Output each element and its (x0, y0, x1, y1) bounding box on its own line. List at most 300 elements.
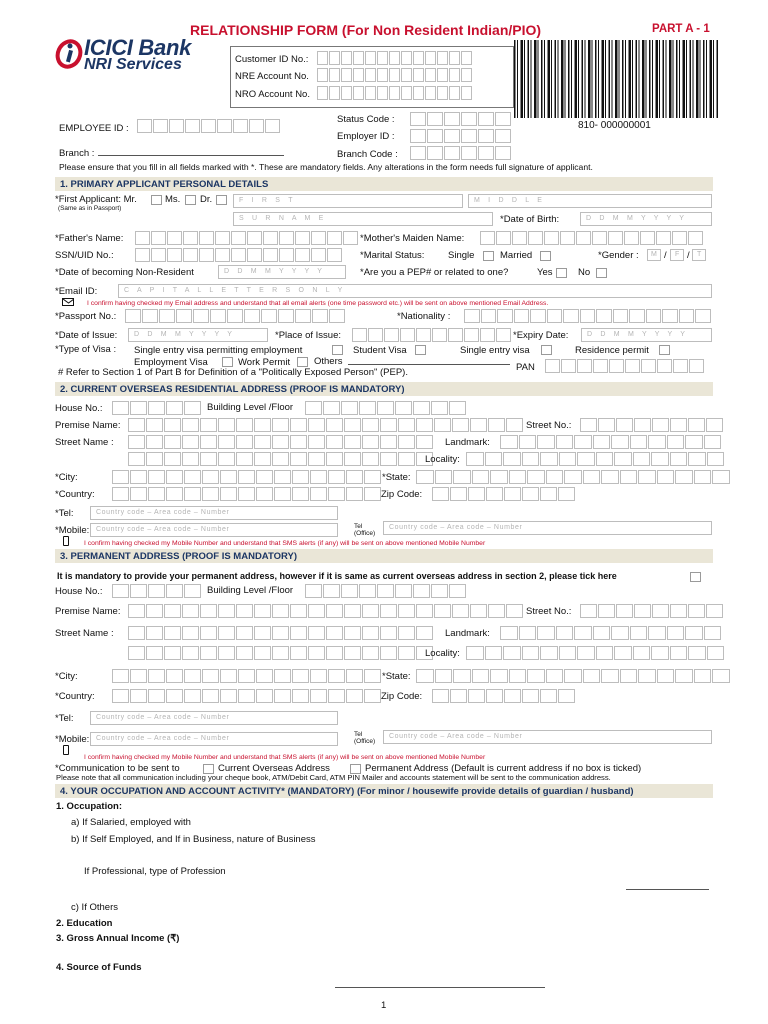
pan-field[interactable] (545, 359, 705, 373)
char-box[interactable] (254, 418, 271, 432)
mother-name-field[interactable] (480, 231, 704, 245)
char-box[interactable] (295, 248, 310, 262)
char-box[interactable] (128, 626, 145, 640)
char-box[interactable] (274, 470, 291, 484)
char-box[interactable] (130, 689, 147, 703)
char-box[interactable] (166, 669, 183, 683)
char-box[interactable] (558, 689, 575, 703)
char-box[interactable] (184, 669, 201, 683)
char-box[interactable] (530, 309, 546, 323)
char-box[interactable] (593, 359, 608, 373)
char-box[interactable] (362, 435, 379, 449)
char-box[interactable] (497, 309, 513, 323)
char-box[interactable] (413, 401, 430, 415)
char-box[interactable] (395, 401, 412, 415)
char-box[interactable] (427, 112, 443, 126)
char-box[interactable] (135, 248, 150, 262)
char-box[interactable] (215, 231, 230, 245)
locality-field[interactable] (466, 452, 725, 466)
char-box[interactable] (148, 669, 165, 683)
char-box[interactable] (328, 470, 345, 484)
char-box[interactable] (712, 470, 730, 484)
char-box[interactable] (453, 470, 471, 484)
char-box[interactable] (670, 418, 687, 432)
perm-address-line-field[interactable] (128, 646, 434, 660)
char-box[interactable] (592, 231, 607, 245)
char-box[interactable] (341, 86, 352, 100)
char-box[interactable] (183, 248, 198, 262)
char-box[interactable] (490, 669, 508, 683)
char-box[interactable] (652, 604, 669, 618)
char-box[interactable] (527, 669, 545, 683)
char-box[interactable] (634, 604, 651, 618)
char-box[interactable] (220, 470, 237, 484)
char-box[interactable] (148, 689, 165, 703)
char-box[interactable] (380, 626, 397, 640)
char-box[interactable] (413, 51, 424, 65)
char-box[interactable] (305, 584, 322, 598)
issue-date-field[interactable]: D D M M Y Y Y Y (128, 328, 268, 342)
char-box[interactable] (577, 646, 595, 660)
char-box[interactable] (305, 401, 322, 415)
char-box[interactable] (509, 470, 527, 484)
perm-premise-field[interactable] (128, 604, 524, 618)
employee-id-field[interactable] (137, 119, 281, 133)
char-box[interactable] (169, 119, 184, 133)
char-box[interactable] (217, 119, 232, 133)
premise-field[interactable] (128, 418, 524, 432)
expiry-date-field[interactable]: D D M M Y Y Y Y (581, 328, 712, 342)
char-box[interactable] (450, 689, 467, 703)
char-box[interactable] (159, 309, 175, 323)
char-box[interactable] (706, 604, 723, 618)
char-box[interactable] (448, 328, 463, 342)
char-box[interactable] (112, 689, 129, 703)
char-box[interactable] (200, 626, 217, 640)
char-box[interactable] (218, 418, 235, 432)
char-box[interactable] (327, 248, 342, 262)
char-box[interactable] (495, 129, 511, 143)
char-box[interactable] (640, 231, 655, 245)
char-box[interactable] (130, 584, 147, 598)
visa-residence-checkbox[interactable] (659, 345, 670, 355)
char-box[interactable] (478, 129, 494, 143)
perm-state-field[interactable] (416, 669, 731, 683)
char-box[interactable] (478, 112, 494, 126)
char-box[interactable] (464, 309, 480, 323)
char-box[interactable] (461, 112, 477, 126)
char-box[interactable] (200, 646, 217, 660)
char-box[interactable] (295, 231, 310, 245)
char-box[interactable] (470, 604, 487, 618)
char-box[interactable] (611, 435, 629, 449)
char-box[interactable] (272, 626, 289, 640)
char-box[interactable] (290, 604, 307, 618)
char-box[interactable] (167, 231, 182, 245)
char-box[interactable] (220, 487, 237, 501)
char-box[interactable] (380, 418, 397, 432)
char-box[interactable] (164, 452, 181, 466)
char-box[interactable] (329, 86, 340, 100)
char-box[interactable] (596, 452, 614, 466)
pep-yes-checkbox[interactable] (556, 268, 567, 278)
nationality-field[interactable] (464, 309, 712, 323)
char-box[interactable] (577, 359, 592, 373)
char-box[interactable] (490, 470, 508, 484)
char-box[interactable] (326, 604, 343, 618)
char-box[interactable] (359, 584, 376, 598)
ssn-field[interactable] (135, 248, 343, 262)
char-box[interactable] (292, 689, 309, 703)
char-box[interactable] (410, 146, 426, 160)
char-box[interactable] (413, 86, 424, 100)
landmark-field[interactable] (500, 435, 722, 449)
char-box[interactable] (151, 231, 166, 245)
char-box[interactable] (563, 309, 579, 323)
char-box[interactable] (244, 309, 260, 323)
char-box[interactable] (630, 435, 648, 449)
char-box[interactable] (200, 418, 217, 432)
char-box[interactable] (657, 669, 675, 683)
char-box[interactable] (444, 112, 460, 126)
char-box[interactable] (528, 231, 543, 245)
char-box[interactable] (435, 669, 453, 683)
char-box[interactable] (292, 487, 309, 501)
char-box[interactable] (685, 626, 703, 640)
char-box[interactable] (503, 452, 521, 466)
perm-building-field[interactable] (305, 584, 467, 598)
char-box[interactable] (218, 452, 235, 466)
char-box[interactable] (432, 487, 449, 501)
char-box[interactable] (112, 470, 129, 484)
char-box[interactable] (537, 626, 555, 640)
char-box[interactable] (506, 604, 523, 618)
char-box[interactable] (416, 604, 433, 618)
char-box[interactable] (364, 470, 381, 484)
char-box[interactable] (326, 435, 343, 449)
char-box[interactable] (323, 584, 340, 598)
profession-others-field[interactable] (626, 889, 709, 890)
char-box[interactable] (449, 51, 460, 65)
char-box[interactable] (341, 68, 352, 82)
char-box[interactable] (670, 646, 688, 660)
char-box[interactable] (274, 487, 291, 501)
perm-country-field[interactable] (112, 689, 382, 703)
char-box[interactable] (323, 401, 340, 415)
char-box[interactable] (398, 646, 415, 660)
building-field[interactable] (305, 401, 467, 415)
char-box[interactable] (365, 86, 376, 100)
pep-no-checkbox[interactable] (596, 268, 607, 278)
char-box[interactable] (278, 309, 294, 323)
char-box[interactable] (328, 487, 345, 501)
perm-mobile-field[interactable]: Country code – Area code – Number (90, 732, 338, 746)
char-box[interactable] (545, 359, 560, 373)
first-name-field[interactable]: F I R S T (233, 194, 463, 208)
char-box[interactable] (362, 452, 379, 466)
perm-zip-field[interactable] (432, 689, 576, 703)
char-box[interactable] (468, 487, 485, 501)
char-box[interactable] (308, 435, 325, 449)
char-box[interactable] (688, 604, 705, 618)
char-box[interactable] (128, 604, 145, 618)
char-box[interactable] (308, 452, 325, 466)
char-box[interactable] (326, 452, 343, 466)
char-box[interactable] (310, 669, 327, 683)
char-box[interactable] (596, 309, 612, 323)
title-ms-checkbox[interactable] (185, 195, 196, 205)
char-box[interactable] (247, 248, 262, 262)
char-box[interactable] (164, 604, 181, 618)
visa-student-checkbox[interactable] (415, 345, 426, 355)
char-box[interactable] (295, 309, 311, 323)
country-field[interactable] (112, 487, 382, 501)
char-box[interactable] (249, 119, 264, 133)
char-box[interactable] (657, 470, 675, 484)
char-box[interactable] (593, 626, 611, 640)
char-box[interactable] (166, 689, 183, 703)
char-box[interactable] (247, 231, 262, 245)
char-box[interactable] (461, 146, 477, 160)
char-box[interactable] (128, 418, 145, 432)
char-box[interactable] (231, 248, 246, 262)
char-box[interactable] (112, 487, 129, 501)
char-box[interactable] (329, 51, 340, 65)
char-box[interactable] (485, 646, 503, 660)
char-box[interactable] (254, 646, 271, 660)
nonresident-date-field[interactable]: D D M M Y Y Y Y (218, 265, 346, 279)
char-box[interactable] (353, 68, 364, 82)
char-box[interactable] (146, 626, 163, 640)
char-box[interactable] (540, 689, 557, 703)
char-box[interactable] (359, 401, 376, 415)
char-box[interactable] (292, 669, 309, 683)
char-box[interactable] (506, 418, 523, 432)
char-box[interactable] (200, 435, 217, 449)
char-box[interactable] (272, 418, 289, 432)
char-box[interactable] (472, 470, 490, 484)
char-box[interactable] (215, 248, 230, 262)
char-box[interactable] (670, 604, 687, 618)
char-box[interactable] (362, 418, 379, 432)
char-box[interactable] (125, 309, 141, 323)
char-box[interactable] (184, 689, 201, 703)
char-box[interactable] (263, 231, 278, 245)
char-box[interactable] (427, 129, 443, 143)
char-box[interactable] (496, 328, 511, 342)
char-box[interactable] (540, 487, 557, 501)
char-box[interactable] (416, 435, 433, 449)
char-box[interactable] (401, 86, 412, 100)
char-box[interactable] (236, 626, 253, 640)
char-box[interactable] (583, 669, 601, 683)
char-box[interactable] (648, 626, 666, 640)
char-box[interactable] (182, 604, 199, 618)
char-box[interactable] (184, 584, 201, 598)
char-box[interactable] (509, 669, 527, 683)
address-line-field[interactable] (128, 452, 434, 466)
char-box[interactable] (564, 669, 582, 683)
char-box[interactable] (380, 435, 397, 449)
char-box[interactable] (495, 146, 511, 160)
char-box[interactable] (182, 452, 199, 466)
char-box[interactable] (199, 248, 214, 262)
char-box[interactable] (130, 669, 147, 683)
visa-single-entry-checkbox[interactable] (541, 345, 552, 355)
char-box[interactable] (166, 470, 183, 484)
char-box[interactable] (166, 401, 183, 415)
char-box[interactable] (326, 418, 343, 432)
char-box[interactable] (620, 669, 638, 683)
char-box[interactable] (328, 669, 345, 683)
char-box[interactable] (452, 604, 469, 618)
char-box[interactable] (346, 470, 363, 484)
char-box[interactable] (398, 435, 415, 449)
char-box[interactable] (630, 626, 648, 640)
char-box[interactable] (609, 359, 624, 373)
char-box[interactable] (434, 418, 451, 432)
char-box[interactable] (236, 452, 253, 466)
surname-field[interactable]: S U R N A M E (233, 212, 493, 226)
char-box[interactable] (317, 86, 328, 100)
char-box[interactable] (201, 119, 216, 133)
char-box[interactable] (353, 86, 364, 100)
char-box[interactable] (468, 689, 485, 703)
char-box[interactable] (514, 309, 530, 323)
char-box[interactable] (413, 584, 430, 598)
mobile-field[interactable]: Country code – Area code – Number (90, 523, 338, 537)
visa-others-field[interactable] (348, 364, 510, 365)
perm-street-no-field[interactable] (580, 604, 724, 618)
perm-street-name-field[interactable] (128, 626, 434, 640)
place-issue-field[interactable] (352, 328, 512, 342)
char-box[interactable] (365, 51, 376, 65)
char-box[interactable] (377, 51, 388, 65)
char-box[interactable] (478, 146, 494, 160)
char-box[interactable] (580, 309, 596, 323)
char-box[interactable] (377, 86, 388, 100)
char-box[interactable] (400, 328, 415, 342)
char-box[interactable] (353, 51, 364, 65)
char-box[interactable] (317, 51, 328, 65)
char-box[interactable] (500, 435, 518, 449)
char-box[interactable] (220, 669, 237, 683)
char-box[interactable] (272, 646, 289, 660)
char-box[interactable] (346, 487, 363, 501)
char-box[interactable] (254, 604, 271, 618)
char-box[interactable] (231, 231, 246, 245)
char-box[interactable] (362, 626, 379, 640)
char-box[interactable] (182, 418, 199, 432)
char-box[interactable] (638, 470, 656, 484)
tel-field[interactable]: Country code – Area code – Number (90, 506, 338, 520)
char-box[interactable] (344, 435, 361, 449)
char-box[interactable] (312, 309, 328, 323)
char-box[interactable] (540, 646, 558, 660)
char-box[interactable] (199, 231, 214, 245)
char-box[interactable] (401, 68, 412, 82)
char-box[interactable] (601, 470, 619, 484)
char-box[interactable] (328, 689, 345, 703)
zip-field[interactable] (432, 487, 576, 501)
char-box[interactable] (344, 418, 361, 432)
char-box[interactable] (272, 435, 289, 449)
char-box[interactable] (449, 401, 466, 415)
status-code-field[interactable] (410, 112, 512, 126)
char-box[interactable] (537, 435, 555, 449)
customer-id-field[interactable] (317, 51, 473, 65)
char-box[interactable] (261, 309, 277, 323)
char-box[interactable] (583, 470, 601, 484)
char-box[interactable] (503, 646, 521, 660)
char-box[interactable] (368, 328, 383, 342)
char-box[interactable] (481, 309, 497, 323)
gender-t-box[interactable]: T (692, 249, 706, 261)
char-box[interactable] (112, 669, 129, 683)
branch-code-field[interactable] (410, 146, 512, 160)
char-box[interactable] (272, 604, 289, 618)
gender-m-box[interactable]: M (647, 249, 661, 261)
char-box[interactable] (651, 452, 669, 466)
char-box[interactable] (310, 689, 327, 703)
char-box[interactable] (598, 418, 615, 432)
char-box[interactable] (596, 646, 614, 660)
char-box[interactable] (343, 231, 358, 245)
char-box[interactable] (688, 418, 705, 432)
char-box[interactable] (200, 604, 217, 618)
char-box[interactable] (694, 669, 712, 683)
street-name-field[interactable] (128, 435, 434, 449)
perm-tel-office-field[interactable]: Country code – Area code – Number (383, 730, 712, 744)
char-box[interactable] (559, 452, 577, 466)
char-box[interactable] (556, 626, 574, 640)
char-box[interactable] (389, 86, 400, 100)
char-box[interactable] (657, 359, 672, 373)
char-box[interactable] (416, 328, 431, 342)
char-box[interactable] (362, 604, 379, 618)
char-box[interactable] (184, 470, 201, 484)
char-box[interactable] (540, 452, 558, 466)
dob-field[interactable]: D D M M Y Y Y Y (580, 212, 712, 226)
char-box[interactable] (432, 328, 447, 342)
char-box[interactable] (519, 626, 537, 640)
char-box[interactable] (193, 309, 209, 323)
branch-field[interactable] (98, 155, 284, 156)
char-box[interactable] (688, 452, 706, 466)
char-box[interactable] (153, 119, 168, 133)
char-box[interactable] (662, 309, 678, 323)
char-box[interactable] (310, 487, 327, 501)
char-box[interactable] (712, 669, 730, 683)
char-box[interactable] (486, 487, 503, 501)
char-box[interactable] (238, 669, 255, 683)
char-box[interactable] (256, 669, 273, 683)
char-box[interactable] (641, 359, 656, 373)
char-box[interactable] (364, 487, 381, 501)
char-box[interactable] (218, 626, 235, 640)
char-box[interactable] (601, 669, 619, 683)
char-box[interactable] (512, 231, 527, 245)
char-box[interactable] (218, 604, 235, 618)
char-box[interactable] (265, 119, 280, 133)
street-no-field[interactable] (580, 418, 724, 432)
char-box[interactable] (185, 119, 200, 133)
char-box[interactable] (694, 470, 712, 484)
char-box[interactable] (398, 418, 415, 432)
char-box[interactable] (466, 452, 484, 466)
char-box[interactable] (561, 359, 576, 373)
char-box[interactable] (254, 626, 271, 640)
